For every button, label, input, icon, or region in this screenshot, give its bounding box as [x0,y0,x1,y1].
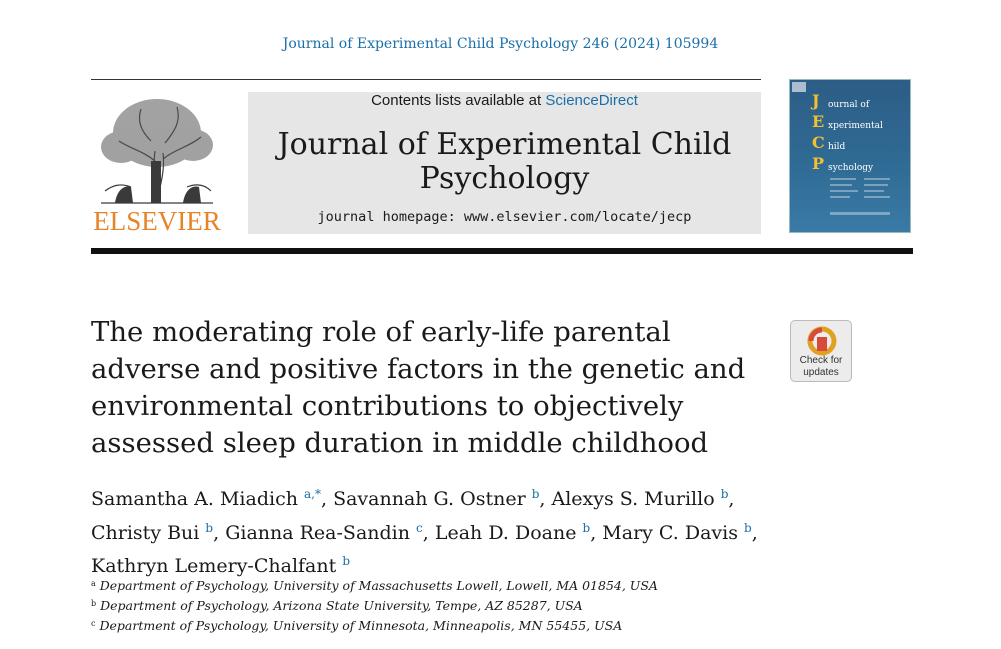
cover-word: hild [828,142,846,152]
author-affiliation-mark[interactable]: b [342,554,350,568]
check-for-updates-button[interactable] [790,320,852,382]
author-affiliation-mark[interactable]: c [416,520,423,535]
header-thick-divider [91,248,913,254]
author-affiliation-mark[interactable]: b [582,520,591,535]
cover-word: sychology [828,163,874,173]
homepage-prefix: journal homepage: [317,209,464,225]
affiliation-list [91,575,831,635]
author-name[interactable]: Leah D. Doane $^b$ [434,520,591,544]
affiliation-item: $^b$ Department of Psychology, Arizona State University, Tempe, AZ 85287, USA [91,598,583,613]
affiliation-key: a [91,579,96,588]
author-name[interactable]: Christy Bui $^b$ [91,520,214,544]
journal-masthead [248,92,761,234]
author-affiliation-mark[interactable]: a,* [304,487,321,501]
author-name[interactable]: Savannah G. Ostner $^b$ [333,487,540,510]
journal-cover-thumbnail[interactable] [789,79,911,233]
author-name[interactable]: Kathryn Lemery-Chalfant $^b$ [91,554,350,577]
affiliation-key: b [91,599,97,608]
top-divider [91,79,761,80]
article-title: The moderating role of early-life parental adverse and positive factors in the genetic and environmental contributions to objectively assessed sleep duration in middle childhood [91,316,746,459]
journal-citation-link[interactable]: Journal of Experimental Child Psychology 246 (2024) 105994 [282,36,719,52]
crossmark-icon [791,323,853,357]
cover-letter: P [812,154,825,173]
journal-name: Journal of Experimental Child Psychology [277,127,732,196]
homepage-link[interactable]: www.elsevier.com/locate/jecp [463,209,692,225]
crossmark-line1: Check for [799,355,843,366]
author-list: Samantha A. Miadich $^{a,*}$, Savannah G. Ostner $^b$, Alexys S. Murillo $^b$, Christy Bui $^b$, Gianna Rea-Sandin $^c$, Leah D. Doane $^b$, Mary C. Davis $^b$, Kathryn Lemery-Chalfant $^b$ [91,487,758,577]
affiliation-item: $^a$ Department of Psychology, University of Massachusetts Lowell, Lowell, MA 01854, USA [91,578,658,593]
cover-letter: J [812,91,820,110]
crossmark-line2: updates [803,367,839,378]
author-affiliation-mark[interactable]: b [531,487,540,501]
cover-decoration [790,80,911,233]
author-name[interactable]: Gianna Rea-Sandin $^c$ [225,520,423,544]
cover-letter: E [812,112,825,131]
author-affiliation-mark[interactable]: b [205,520,214,535]
author-name[interactable]: Samantha A. Miadich $^{a,*}$ [91,487,321,510]
author-affiliation-mark[interactable]: b [720,487,729,501]
sciencedirect-link[interactable]: ScienceDirect [545,92,638,109]
contents-available-line [248,92,761,109]
author-name[interactable]: Mary C. Davis $^b$ [602,520,752,544]
journal-homepage-line [248,209,761,225]
affiliation-key: c [91,619,96,628]
contents-prefix: Contents lists available at [371,92,546,109]
cover-word: xperimental [828,121,883,131]
author-name[interactable]: Alexys S. Murillo $^b$ [551,487,729,510]
cover-word: ournal of [828,100,870,110]
elsevier-wordmark: ELSEVIER [93,206,221,236]
check-for-updates-label [791,355,851,379]
author-affiliation-mark[interactable]: b [744,520,752,535]
affiliation-item: $^c$ Department of Psychology, University of Minnesota, Minneapolis, MN 55455, USA [91,618,623,633]
cover-letter: C [812,133,825,152]
